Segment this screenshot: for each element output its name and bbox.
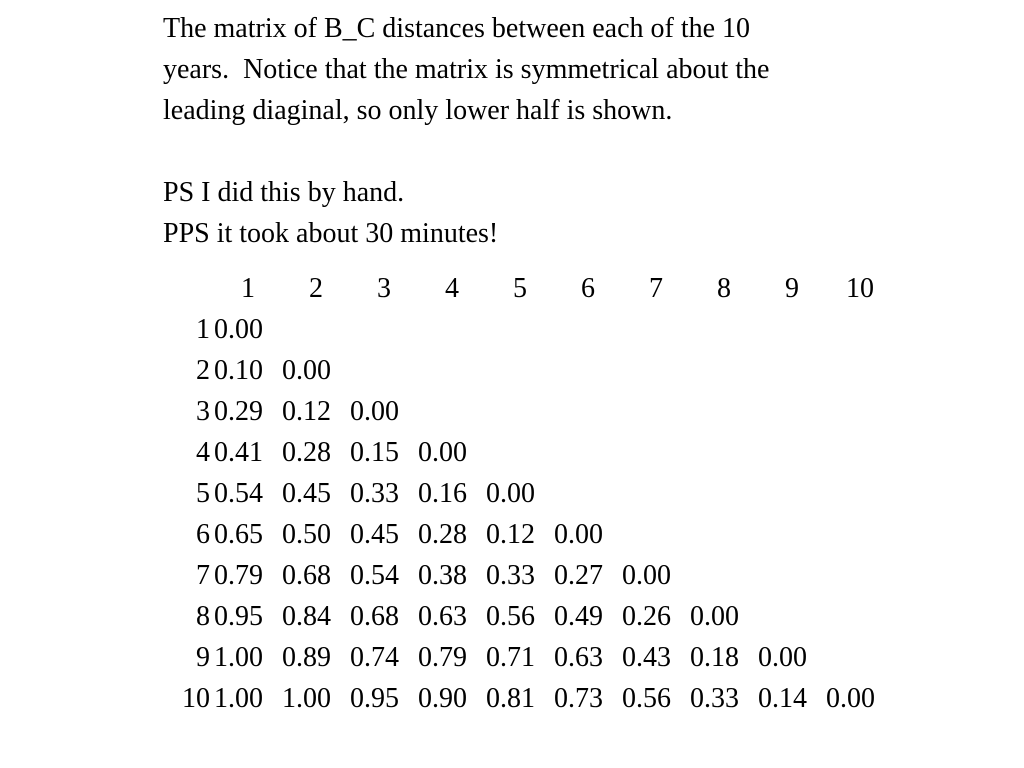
matrix-cell: 0.63 (418, 601, 467, 632)
matrix-cell-empty (622, 432, 690, 473)
matrix-cell-empty (622, 473, 690, 514)
intro-line-3: leading diaginal, so only lower half is shown. (163, 95, 673, 126)
matrix-cell-empty (758, 596, 826, 637)
column-header: 8 (717, 273, 731, 304)
column-header: 3 (377, 273, 391, 304)
intro-text (163, 8, 943, 254)
matrix-cell-empty (486, 309, 554, 350)
row-label: 7 (196, 560, 210, 591)
matrix-cell: 0.89 (282, 642, 331, 673)
matrix-cell-empty (758, 391, 826, 432)
matrix-cell-empty (758, 432, 826, 473)
column-header: 4 (445, 273, 459, 304)
row-label: 1 (196, 314, 210, 345)
row-label: 8 (196, 601, 210, 632)
matrix-cell-empty (486, 432, 554, 473)
matrix-row (165, 432, 894, 473)
matrix-cell-empty (690, 514, 758, 555)
matrix-cell: 0.18 (690, 642, 739, 673)
matrix-cell: 0.84 (282, 601, 331, 632)
matrix-cell: 0.68 (350, 601, 399, 632)
matrix-cell-empty (554, 391, 622, 432)
row-label: 6 (196, 519, 210, 550)
row-label: 9 (196, 642, 210, 673)
intro-line-2: years. Notice that the matrix is symmetrical about the (163, 54, 770, 85)
matrix-cell-empty (554, 309, 622, 350)
matrix-cell-empty (690, 309, 758, 350)
matrix-cell-empty (418, 391, 486, 432)
matrix-row (165, 350, 894, 391)
matrix-cell-empty (554, 473, 622, 514)
matrix-cell: 0.68 (282, 560, 331, 591)
matrix-row (165, 678, 894, 719)
matrix-cell: 0.54 (350, 560, 399, 591)
paragraph-gap (163, 131, 943, 172)
matrix-cell: 0.43 (622, 642, 671, 673)
matrix-cell-empty (554, 350, 622, 391)
matrix-cell-empty (690, 432, 758, 473)
matrix-cell: 0.45 (350, 519, 399, 550)
matrix-cell: 0.00 (214, 314, 263, 345)
row-label: 3 (196, 396, 210, 427)
matrix-cell: 0.56 (486, 601, 535, 632)
matrix-cell: 0.56 (622, 683, 671, 714)
matrix-row (165, 473, 894, 514)
matrix-cell-empty (690, 350, 758, 391)
matrix-row (165, 391, 894, 432)
matrix-row (165, 555, 894, 596)
column-header: 9 (785, 273, 799, 304)
matrix-cell: 0.00 (690, 601, 739, 632)
matrix-cell: 0.29 (214, 396, 263, 427)
matrix-cell: 0.10 (214, 355, 263, 386)
matrix-cell: 0.00 (622, 560, 671, 591)
matrix-cell-empty (826, 514, 894, 555)
column-header: 10 (846, 273, 874, 304)
matrix-cell-empty (826, 391, 894, 432)
matrix-cell-empty (826, 309, 894, 350)
matrix-cell: 0.00 (826, 683, 875, 714)
matrix-row (165, 514, 894, 555)
matrix-cell-empty (350, 350, 418, 391)
matrix-cell: 0.95 (214, 601, 263, 632)
matrix-cell-empty (622, 309, 690, 350)
matrix-cell-empty (826, 350, 894, 391)
matrix-cell-empty (690, 473, 758, 514)
matrix-cell: 0.00 (282, 355, 331, 386)
matrix-cell-empty (282, 309, 350, 350)
matrix-cell-empty (758, 350, 826, 391)
matrix-cell: 0.14 (758, 683, 807, 714)
column-header: 1 (241, 273, 255, 304)
matrix-cell: 0.12 (486, 519, 535, 550)
matrix-cell: 0.79 (418, 642, 467, 673)
matrix-cell: 0.28 (418, 519, 467, 550)
matrix-cell-empty (758, 555, 826, 596)
matrix-cell: 0.38 (418, 560, 467, 591)
matrix-cell-empty (826, 637, 894, 678)
matrix-cell: 0.27 (554, 560, 603, 591)
matrix-cell-empty (690, 391, 758, 432)
matrix-cell: 0.95 (350, 683, 399, 714)
matrix-cell-empty (350, 309, 418, 350)
matrix-cell-empty (418, 350, 486, 391)
ps-note: PS I did this by hand. (163, 177, 405, 208)
row-label: 10 (182, 683, 210, 714)
matrix-cell-empty (758, 473, 826, 514)
matrix-cell: 0.00 (418, 437, 467, 468)
matrix-cell-empty (758, 309, 826, 350)
column-header: 6 (581, 273, 595, 304)
matrix-cell-empty (622, 350, 690, 391)
intro-line-1: The matrix of B_C distances between each of the 10 (163, 13, 751, 44)
matrix-cell-empty (622, 514, 690, 555)
matrix-cell: 1.00 (214, 642, 263, 673)
row-label: 2 (196, 355, 210, 386)
matrix-cell: 0.81 (486, 683, 535, 714)
matrix-cell-empty (622, 391, 690, 432)
matrix-cell: 0.73 (554, 683, 603, 714)
matrix-cell: 0.33 (350, 478, 399, 509)
matrix-cell-empty (486, 391, 554, 432)
column-header: 5 (513, 273, 527, 304)
matrix-cell: 0.79 (214, 560, 263, 591)
matrix-cell: 0.41 (214, 437, 263, 468)
matrix-row (165, 596, 894, 637)
matrix-cell-empty (826, 473, 894, 514)
matrix-row (165, 309, 894, 350)
matrix-cell: 0.15 (350, 437, 399, 468)
matrix-cell-empty (554, 432, 622, 473)
matrix-cell: 0.45 (282, 478, 331, 509)
matrix-row (165, 637, 894, 678)
pps-note: PPS it took about 30 minutes! (163, 218, 499, 249)
matrix-cell-empty (826, 596, 894, 637)
matrix-cell: 0.49 (554, 601, 603, 632)
matrix-cell: 0.74 (350, 642, 399, 673)
row-label: 5 (196, 478, 210, 509)
matrix-cell: 0.33 (486, 560, 535, 591)
matrix-cell: 0.54 (214, 478, 263, 509)
matrix-cell: 0.26 (622, 601, 671, 632)
matrix-cell: 0.71 (486, 642, 535, 673)
matrix-cell: 1.00 (214, 683, 263, 714)
distance-matrix (165, 268, 894, 719)
matrix-cell: 0.50 (282, 519, 331, 550)
matrix-cell: 0.16 (418, 478, 467, 509)
matrix-cell-empty (486, 350, 554, 391)
matrix-cell-empty (758, 514, 826, 555)
matrix-cell: 0.00 (554, 519, 603, 550)
row-label: 4 (196, 437, 210, 468)
matrix-cell: 0.12 (282, 396, 331, 427)
matrix-header-row (165, 268, 894, 309)
matrix-cell-empty (826, 432, 894, 473)
matrix-cell: 0.28 (282, 437, 331, 468)
matrix-cell-empty (826, 555, 894, 596)
matrix-cell: 0.33 (690, 683, 739, 714)
matrix-body (165, 309, 894, 719)
matrix-cell: 0.00 (486, 478, 535, 509)
matrix-cell: 0.65 (214, 519, 263, 550)
matrix-cell-empty (690, 555, 758, 596)
matrix-cell: 0.63 (554, 642, 603, 673)
matrix-cell: 0.00 (350, 396, 399, 427)
matrix-cell: 1.00 (282, 683, 331, 714)
matrix-cell: 0.90 (418, 683, 467, 714)
matrix-cell-empty (418, 309, 486, 350)
column-header: 7 (649, 273, 663, 304)
column-header: 2 (309, 273, 323, 304)
matrix-corner (165, 268, 214, 309)
matrix-cell: 0.00 (758, 642, 807, 673)
